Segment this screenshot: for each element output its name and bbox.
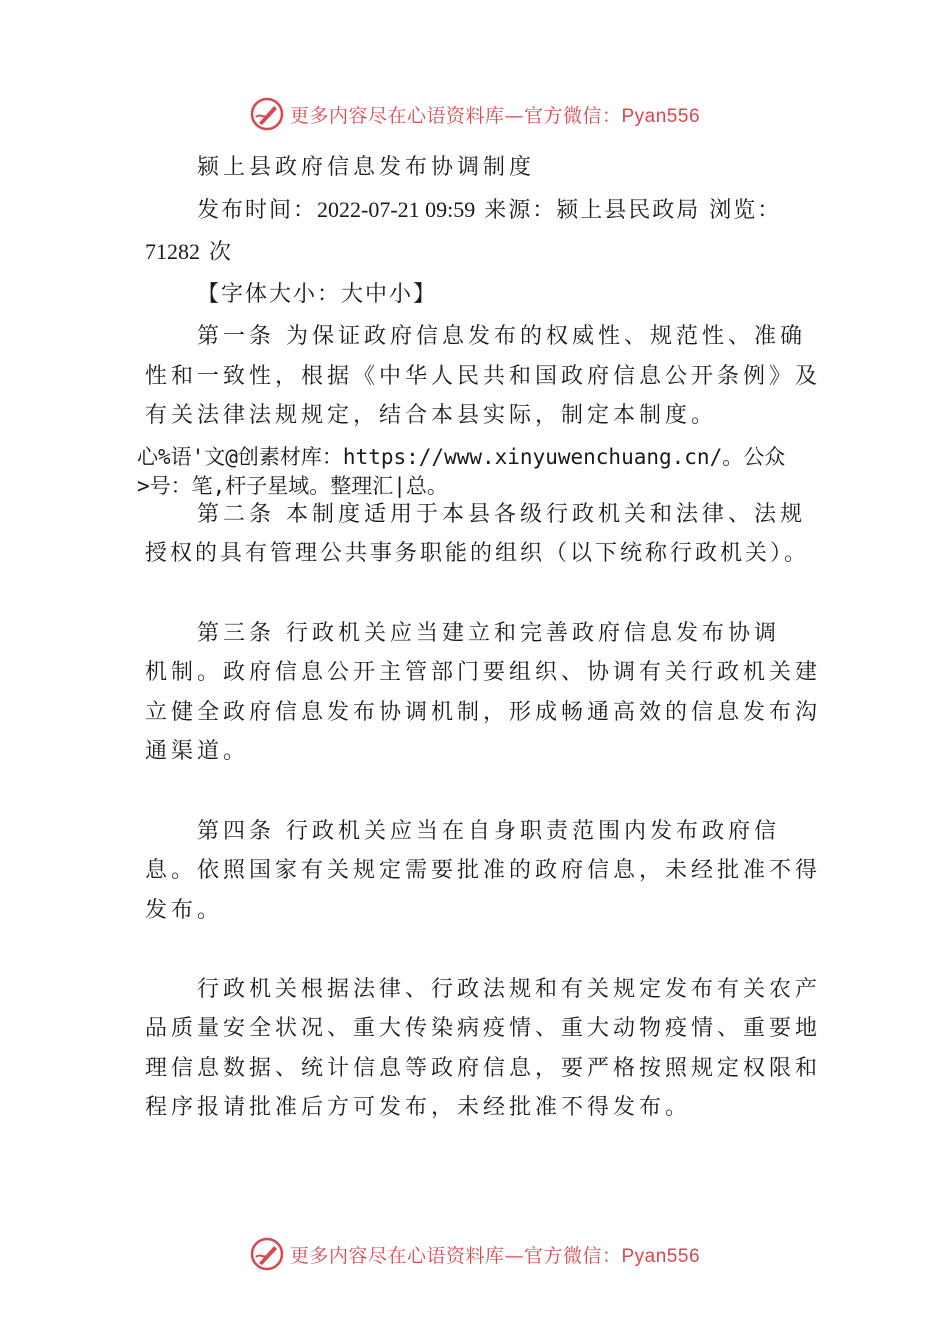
art3-line: 机制。政府信息公开主管部门要组织、协调有关行政机关建 bbox=[145, 660, 822, 685]
art4-line: 息。依照国家有关规定需要批准的政府信息，未经批准不得 bbox=[145, 858, 822, 883]
art2-line: 授权的具有管理公共事务职能的组织（以下统称行政机关）。 bbox=[145, 541, 810, 566]
doc-views: 71282 次 bbox=[145, 239, 233, 265]
footer-banner bbox=[0, 1236, 950, 1272]
art5-line: 行政机关根据法律、行政法规和有关规定发布有关农产 bbox=[197, 977, 822, 1002]
header-banner bbox=[0, 96, 950, 132]
art3-line: 立健全政府信息发布协调机制，形成畅通高效的信息发布沟 bbox=[145, 700, 822, 725]
wechat-id: Pyan556 bbox=[621, 1245, 701, 1267]
art4-line: 发布。 bbox=[145, 898, 224, 923]
art5-line: 程序报请批准后方可发布，未经批准不得发布。 bbox=[145, 1095, 692, 1120]
art4-line: 第四条 行政机关应当在自身职责范围内发布政府信 bbox=[197, 819, 780, 844]
banner-text: 更多内容尽在心语资料库—官方微信：Pyan556 bbox=[289, 104, 701, 127]
font-size-selector: 【字体大小：大中小】 bbox=[197, 282, 438, 307]
art5-line: 理信息数据、统计信息等政府信息，要严格按照规定权限和 bbox=[145, 1056, 822, 1081]
pen-logo-icon bbox=[250, 97, 284, 131]
doc-title: 颍上县政府信息发布协调制度 bbox=[197, 155, 536, 180]
watermark-line: >号：笔,杆子星域。整理汇|总。 bbox=[137, 474, 448, 498]
art3-line: 通渠道。 bbox=[145, 739, 250, 764]
banner-text: 更多内容尽在心语资料库—官方微信：Pyan556 bbox=[289, 1244, 701, 1267]
art1-line: 有关法律法规规定，结合本县实际，制定本制度。 bbox=[145, 403, 718, 428]
pen-logo-icon bbox=[250, 1237, 284, 1271]
art1-line: 性和一致性，根据《中华人民共和国政府信息公开条例》及 bbox=[145, 364, 822, 389]
art2-line: 第二条 本制度适用于本县各级行政机关和法律、法规 bbox=[197, 502, 806, 527]
wechat-id: Pyan556 bbox=[621, 105, 701, 127]
art1-line: 第一条 为保证政府信息发布的权威性、规范性、准确 bbox=[197, 324, 806, 349]
art3-line: 第三条 行政机关应当建立和完善政府信息发布协调 bbox=[197, 621, 780, 646]
art5-line: 品质量安全状况、重大传染病疫情、重大动物疫情、重要地 bbox=[145, 1016, 822, 1041]
doc-meta: 发布时间：2022-07-21 09:59 来源：颍上县民政局 浏览： bbox=[197, 197, 782, 223]
watermark-line: 心%语'文@创素材库：https://www.xinyuwenchuang.cn/。公众 bbox=[137, 445, 786, 469]
